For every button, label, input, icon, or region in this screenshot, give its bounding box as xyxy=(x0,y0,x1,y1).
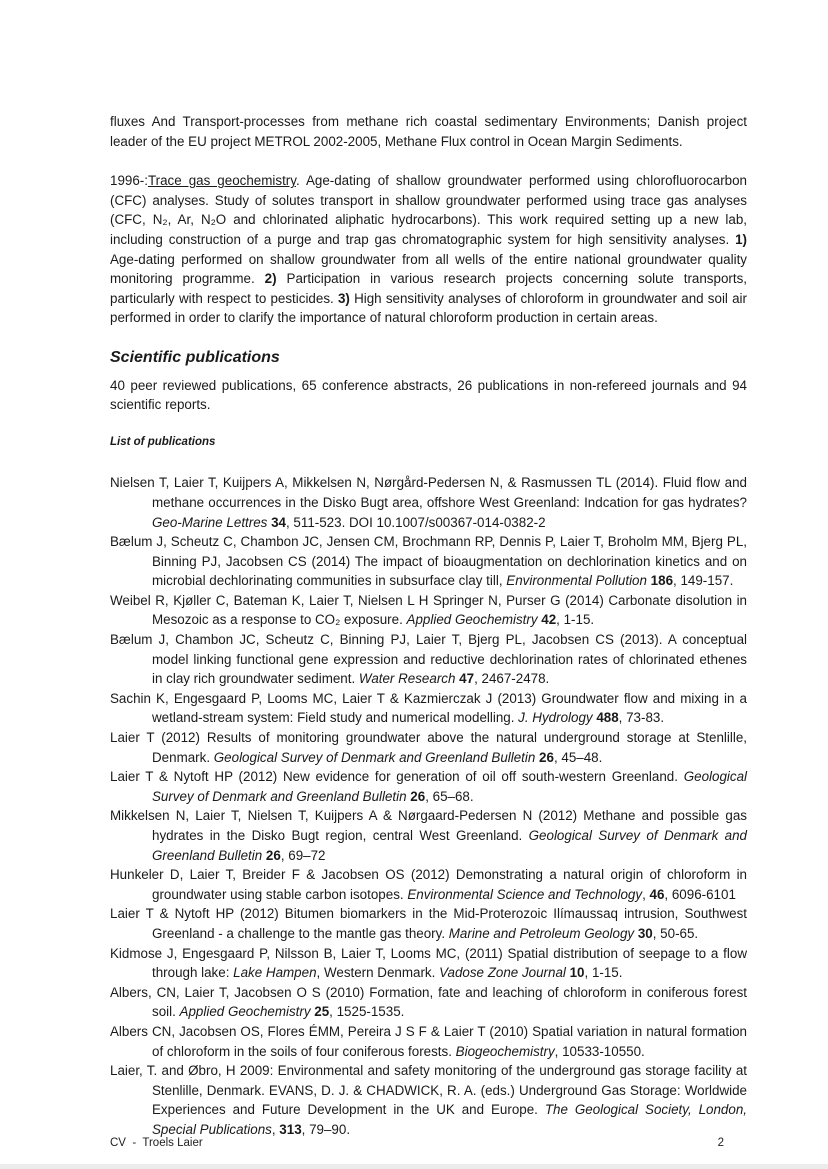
publication-entry xyxy=(110,473,747,532)
text-segment: 42 xyxy=(541,612,557,628)
text-segment: 2) xyxy=(264,271,277,287)
text-segment: 25 xyxy=(314,1004,330,1020)
text-segment: 46 xyxy=(649,886,665,902)
publications-list xyxy=(110,473,747,1139)
text-segment: , 79–90. xyxy=(301,1121,351,1137)
text-segment: Laier T (2012) Results of monitoring groundwater above the natural underground storage at Stenlille, Denmark. xyxy=(110,730,747,765)
text-segment: Participation in various research projects concerning solute transports, particularly with respect to pesticides. xyxy=(110,271,747,306)
publication-entry xyxy=(110,983,747,1022)
text-segment: 488 xyxy=(596,710,619,726)
publication-entry xyxy=(110,865,747,904)
publications-summary: 40 peer reviewed publications, 65 conference abstracts, 26 publications in non-refereed journals and 94 scientific reports. xyxy=(110,377,747,413)
intro-paragraph-1 xyxy=(110,112,747,151)
publication-entry xyxy=(110,630,747,689)
text-segment: 26 xyxy=(539,749,554,765)
text-segment: Lake Hampen xyxy=(233,965,317,981)
text-segment: The Geological Society, London, Special Publications xyxy=(152,1102,747,1137)
page-footer xyxy=(110,1137,724,1149)
text-segment: 30 xyxy=(637,925,653,941)
text-segment: 10 xyxy=(569,965,585,981)
publication-entry xyxy=(110,806,747,865)
text-segment: Bælum J, Chambon JC, Scheutz C, Binning PJ, Laier T, Bjerg PL, Jacobsen CS (2013). A conceptual model linking functional gene expression and reductive dechlorination rates of chlorinated ethenes in clay rich groundwater sediment. xyxy=(110,632,747,687)
publication-entry xyxy=(110,728,747,767)
text-segment: 313 xyxy=(279,1121,302,1137)
text-segment: Albers, CN, Laier T, Jacobsen O S (2010) Formation, fate and leaching of chloroform in coniferous forest soil. xyxy=(110,984,747,1020)
text-segment: Trace gas geochemistry xyxy=(147,173,296,189)
text-segment: Laier, T. and Øbro, H 2009: Environmental and safety monitoring of the underground gas storage facility at Stenlille, Denmark. EVANS, D. J. & CHADWICK, R. A. (eds.) Underground Gas Storage: Worldwide Experiences and Future Development in the UK and Europe. xyxy=(110,1063,747,1118)
text-segment: Hunkeler D, Laier T, Breider F & Jacobsen OS (2012) Demonstrating a natural origin of chloroform in groundwater using stable carbon isotopes. xyxy=(110,867,747,902)
text-segment: 1996-: xyxy=(110,173,148,189)
text-segment: 47 xyxy=(459,671,475,687)
text-segment: Biogeochemistry xyxy=(455,1043,555,1059)
text-segment: , 45–48. xyxy=(553,749,603,765)
text-segment: Geological Survey of Denmark and Greenland Bulletin xyxy=(152,769,747,804)
text-segment: Laier T & Nytoft HP (2012) New evidence for generation of oil off south-western Greenland. xyxy=(110,769,684,785)
publication-entry xyxy=(110,944,747,983)
text-segment: Nielsen T, Laier T, Kuijpers A, Mikkelsen N, Nørgård-Pedersen N, & Rasmussen TL (2014). Fluid flow and methane occurrences in the Disko Bugt area, offshore West Greenland: Indcation for gas hydrates? xyxy=(110,475,747,510)
publication-entry xyxy=(110,689,747,728)
text-segment: Marine and Petroleum Geology xyxy=(448,925,638,941)
text-segment: , 50-65. xyxy=(652,925,699,941)
intro-paragraph-2 xyxy=(110,171,747,328)
text-segment: Geological Survey of Denmark and Greenland Bulletin xyxy=(213,749,540,765)
text-segment: fluxes And Transport-processes from methane rich coastal sedimentary Environments; Danish project leader of the EU project METROL 2002-2005, Methane Flux control in Ocean Margin Sediments. xyxy=(110,114,747,149)
text-segment: Applied Geochemistry xyxy=(406,612,542,628)
text-segment: 186 xyxy=(650,573,674,589)
text-segment: 34 xyxy=(271,514,286,530)
text-segment: High sensitivity analyses of chloroform in groundwater and soil air performed in order to clarify the importance of natural chloroform production in certain areas. xyxy=(110,290,747,326)
text-segment: Albers CN, Jacobsen OS, Flores ÉMM, Pereira J S F & Laier T (2010) Spatial variation in natural formation of chloroform in the soils of four coniferous forests. xyxy=(110,1023,747,1059)
text-segment: Environmental Science and Technology xyxy=(407,886,643,902)
text-segment: . Age-dating of shallow groundwater performed using chlorofluorocarbon (CFC) analyses. Study of solutes transport in shallow groundwater performed using trace gas analyses (CFC, N₂, Ar, N₂O and chlorinated aliphatic hydrocarbons). This work required setting up a new lab, including construction of a purge and trap gas chromatographic system for high sensitivity analyses. xyxy=(110,173,747,247)
text-segment: Applied Geochemistry xyxy=(179,1004,315,1020)
publication-entry xyxy=(110,767,747,806)
text-segment: , 149-157. xyxy=(673,573,734,589)
publication-entry xyxy=(110,591,747,630)
text-segment: Water Research xyxy=(358,671,460,687)
text-segment: , 1-15. xyxy=(584,965,623,981)
text-segment: 26 xyxy=(410,788,426,804)
text-segment: 1) xyxy=(735,231,747,247)
text-segment: , xyxy=(271,1121,280,1137)
list-of-publications-heading: List of publications xyxy=(110,435,216,448)
text-segment: Kidmose J, Engesgaard P, Nilsson B, Laier T, Looms MC, (2011) Spatial distribution of seepage to a flow through lake: xyxy=(110,945,747,981)
text-segment: J. Hydrology xyxy=(518,710,597,726)
text-segment: , 1-15. xyxy=(556,612,595,628)
text-segment: Geological Survey of Denmark and Greenland Bulletin xyxy=(152,828,747,863)
text-segment: , 69–72 xyxy=(280,847,326,863)
text-segment: , xyxy=(642,886,650,902)
publication-entry xyxy=(110,1022,747,1061)
text-segment: 3) xyxy=(337,290,350,306)
footer-cv-label: CV - Troels Laier xyxy=(110,1137,203,1149)
text-segment: , Western Denmark. xyxy=(316,965,440,981)
text-segment: Laier T & Nytoft HP (2012) Bitumen biomarkers in the Mid-Proterozoic Ilímaussaq intrusion, Southwest Greenland - a challenge to the mantle gas theory. xyxy=(110,906,747,941)
footer-page-number: 2 xyxy=(717,1137,724,1149)
text-segment: , 2467-2478. xyxy=(474,671,550,687)
publication-entry xyxy=(110,904,747,943)
text-segment: Geo-Marine Lettres xyxy=(152,514,272,530)
text-segment: 26 xyxy=(265,847,281,863)
text-segment: Bælum J, Scheutz C, Chambon JC, Jensen CM, Brochmann RP, Dennis P, Laier T, Broholm MM, Bjerg PL, Binning PJ, Jacobsen CS (2014) The impact of bioaugmentation on dechlorination kinetics and on microbial dechlorinating communities in subsurface clay till, xyxy=(110,534,747,589)
text-segment: Age-dating performed on shallow groundwater from all wells of the entire national groundwater quality monitoring programme. xyxy=(110,251,747,287)
publication-entry xyxy=(110,532,747,591)
text-segment: , 73-83. xyxy=(618,710,665,726)
text-segment: , 6096-6101 xyxy=(664,886,736,902)
publication-entry xyxy=(110,1061,747,1139)
text-segment: Sachin K, Engesgaard P, Looms MC, Laier T & Kazmierczak J (2013) Groundwater flow and mixing in a wetland-stream system: Field study and numerical modelling. xyxy=(110,690,747,726)
text-segment: , 511-523. DOI 10.1007/s00367-014-0382-2 xyxy=(285,514,546,530)
section-heading-scientific-publications: Scientific publications xyxy=(110,348,280,366)
text-segment: , 65–68. xyxy=(425,788,474,804)
text-segment: Weibel R, Kjøller C, Bateman K, Laier T, Nielsen L H Springer N, Purser G (2014) Carbonate disolution in Mesozoic as a response to CO₂ exposure. xyxy=(110,592,747,628)
text-segment: Environmental Pollution xyxy=(506,573,651,589)
text-segment: , 10533-10550. xyxy=(554,1043,645,1059)
page-bottom-edge xyxy=(0,1164,828,1169)
text-segment: , 1525-1535. xyxy=(329,1004,405,1020)
text-segment: Vadose Zone Journal xyxy=(439,965,570,981)
content-area xyxy=(110,112,747,1140)
text-segment: Mikkelsen N, Laier T, Nielsen T, Kuijpers A & Nørgaard-Pedersen N (2012) Methane and possible gas hydrates in the Disko Bugt region, central West Greenland. xyxy=(110,808,747,843)
